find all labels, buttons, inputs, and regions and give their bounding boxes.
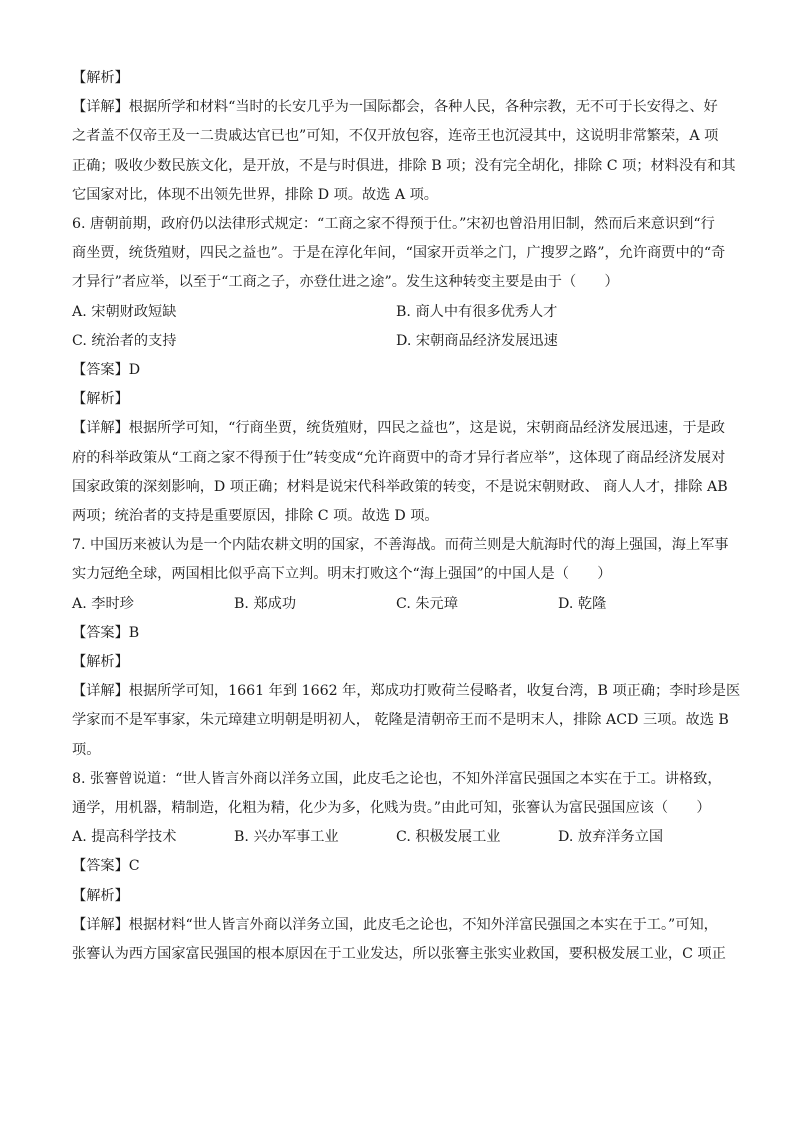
q7-option-a: A. 李时珍: [72, 595, 134, 612]
q8-option-b: B. 兴办军事工业: [234, 829, 339, 846]
q7-option-d: D. 乾隆: [558, 595, 607, 612]
q7-analysis-tag: 【解析】: [72, 654, 129, 671]
q6-detail-line: 国家政策的深刻影响，D 项正确；材料是说宋代科举政策的转变，不是说宋朝财政、 商人人才，排除 AB: [72, 478, 728, 495]
q6-question-line: 6. 唐朝前期，政府仍以法律形式规定：“工商之家不得预于仕。”宋初也曾沿用旧制，然而后来意识到“行: [72, 216, 715, 233]
q5-analysis-tag: 【解析】: [72, 70, 129, 86]
q8-analysis-tag: 【解析】: [72, 887, 129, 904]
q7-detail-line: 项。: [72, 741, 101, 758]
q5-detail-line: 正确；吸收少数民族文化，是开放，不是与时俱进，排除 B 项；没有完全胡化，排除 C 项；材料没有和其: [72, 157, 736, 174]
q5-detail: [72, 93, 736, 210]
q8-option-d: D. 放弃洋务立国: [558, 829, 664, 846]
q8-option-c: C. 积极发展工业: [396, 829, 501, 846]
q6-options-row-2: [72, 327, 724, 356]
q6-detail-line: 两项；统治者的支持是重要原因，排除 C 项。故选 D 项。: [72, 508, 439, 525]
q8-question-line: 通学，用机器，精制造，化粗为精，化少为多，化贱为贵。”由此可知，张謇认为富民强国应该（ ）: [72, 800, 711, 817]
q7-option-c: C. 朱元璋: [396, 595, 458, 612]
q8-detail-line: 张謇认为西方国家富民强国的根本原因在于工业发达，所以张謇主张实业救国，要积极发展工业，C 项正: [72, 946, 726, 963]
q7-question-line: 7. 中国历来被认为是一个内陆农耕文明的国家，不善海战。而荷兰则是大航海时代的海上强国，海上军事: [72, 537, 729, 554]
q8-option-a: A. 提高科学技术: [72, 829, 177, 846]
q6-detail-line: 【详解】根据所学可知，“行商坐贾，统货殖财，四民之益也”，这是说，宋朝商品经济发展迅速，于是政: [72, 420, 725, 437]
q8-answer: 【答案】C: [72, 858, 140, 875]
q8-options-row: [72, 823, 724, 852]
q6-option-a: A. 宋朝财政短缺: [72, 303, 177, 320]
q8-question-line: 8. 张謇曾说道：“世人皆言外商以洋务立国，此皮毛之论也，不知外洋富民强国之本实在于工。讲格致，: [72, 770, 722, 787]
q7-detail-line: 【详解】根据所学可知，1661 年到 1662 年，郑成功打败荷兰侵略者，收复台湾，B 项正确；李时珍是医: [72, 683, 741, 700]
q6-answer: 【答案】D: [72, 362, 141, 379]
q5-detail-line: 【详解】根据所学和材料“当时的长安几乎为一国际都会，各种人民，各种宗教，无不可于长安得之、好: [72, 99, 718, 116]
q6-option-d: D. 宋朝商品经济发展迅速: [396, 332, 558, 349]
q6-option-b: B. 商人中有很多优秀人才: [396, 303, 558, 320]
q8-detail-line: 【详解】根据材料“世人皆言外商以洋务立国，此皮毛之论也，不知外洋富民强国之本实在于工。”可知，: [72, 916, 718, 933]
q6-option-c: C. 统治者的支持: [72, 332, 177, 349]
question-6: [72, 210, 728, 531]
q6-analysis-tag: 【解析】: [72, 391, 129, 408]
q7-question-line: 实力冠绝全球，两国相比似乎高下立判。明末打败这个“海上强国”的中国人是（ ）: [72, 566, 612, 583]
q5-detail-line: 它国家对比，体现不出领先世界，排除 D 项。故选 A 项。: [72, 186, 438, 203]
q7-detail-line: 学家而不是军事家，朱元璋建立明朝是明初人， 乾隆是清朝帝王而不是明末人，排除 ACD 三项。故选 B: [72, 712, 729, 729]
question-8: [72, 765, 724, 969]
q5-detail-line: 之者盖不仅帝王及一二贵戚达官已也”可知，不仅开放包容，连帝王也沉浸其中，这说明非常繁荣，A 项: [72, 128, 719, 145]
q6-detail-line: 府的科举政策从“工商之家不得预于仕”转变成“允许商贾中的奇才异行者应举”，这体现了商品经济发展对: [72, 449, 726, 466]
q7-option-b: B. 郑成功: [234, 595, 297, 612]
q6-question-line: 商坐贾，统货殖财，四民之益也”。于是在淳化年间，“国家开贡举之门，广搜罗之路”，允许商贾中的“奇: [72, 245, 726, 262]
q6-options-row-1: [72, 298, 724, 327]
q6-question-line: 才异行”者应举，以至于“工商之子，亦登仕进之途”。发生这种转变主要是由于（ ）: [72, 274, 619, 291]
question-7: [72, 531, 741, 765]
q7-answer: 【答案】B: [72, 624, 140, 641]
q7-options-row: [72, 590, 724, 619]
